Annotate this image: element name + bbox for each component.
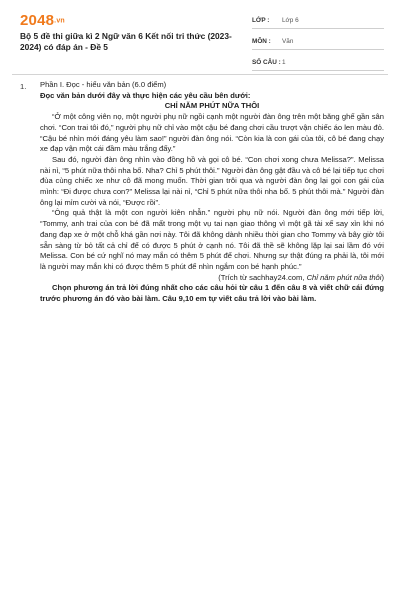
meta-value: Văn [282, 37, 294, 45]
section-heading: Phần I. Đọc - hiểu văn bản (6.0 điểm) [40, 80, 167, 89]
meta-label: MÔN : [252, 37, 271, 45]
meta-count-row [252, 54, 384, 71]
question-number: 1. [20, 82, 27, 91]
story-paragraph: “Ở một công viên nọ, một người phụ nữ ngồi cạnh một người đàn ông trên một băng ghế gần sân chơi. “Con trai tôi đó,” người phụ nữ chỉ vào một cậu bé đang chơi cầu trượt vận chiếc áo len màu đỏ. “Cậu bé nhìn mới đáng yêu làm sao!” người đàn ông nói. “Còn kia là con gái của tôi, cô bé đang chạy xe đạp vận một cái đầm màu trắng đấy.” [40, 112, 384, 154]
meta-label: SỐ CÂU : [252, 58, 281, 66]
meta-fields [252, 12, 384, 75]
citation: (Trích từ sachhay24.com, Chỉ năm phút nữa thôi) [218, 272, 384, 282]
question-body [40, 80, 384, 305]
page-title: Bộ 5 đề thi giữa kì 2 Ngữ văn 6 Kết nối tri thức (2023-2024) có đáp án - Đề 5 [20, 31, 232, 52]
meta-value: 1 [282, 58, 286, 66]
site-logo[interactable]: 2048.vn [20, 12, 65, 29]
task-instruction: Chọn phương án trả lời đúng nhất cho các câu hỏi từ câu 1 đến câu 8 và viết chữ cái đứng trước phương án đó vào bài làm. Câu 9,10 em tự viết câu trả lời vào bài làm. [40, 283, 384, 304]
meta-label: LỚP : [252, 16, 270, 24]
story-paragraph: “Ông quả thật là một con người kiên nhẫn.” người phụ nữ nói. Người đàn ông mới tiếp lời, “Tommy, anh trai của con bé đã mất trong một vụ tai nạn giao thông vì một gã tài xế say xỉn khi nó đang đạp xe ở một chỗ khá gần nơi này. Tôi đã không dành nhiều thời gian cho Tommy và bây giờ tôi sẵn sàng từ bỏ tất cả chỉ để có được 5 phút ở cạnh nó. Tôi đã thề sẽ không lặp lại sai lầm đó với Melissa. Con bé cứ nghĩ nó may mắn có thêm 5 phút để chơi. Nhưng sự thật đúng ra phải là, tôi mới là người may mắn khi có được thêm 5 phút để nhìn ngắm con bé hạnh phúc.” [40, 208, 384, 271]
meta-subject-row [252, 33, 384, 50]
story-title: CHỈ NĂM PHÚT NỮA THÔI [164, 101, 260, 111]
header-divider [12, 74, 388, 75]
story-paragraph: Sau đó, người đàn ông nhìn vào đồng hồ và gọi cô bé. “Con chơi xong chưa Melissa?”. Melissa nài nỉ, “5 phút nữa thôi nha bố. Nha? Chỉ 5 phút thôi.” Người đàn ông gật đầu và cô bé lại tiếp tục chơi đùa cùng chiếc xe như cô đã mong muốn. Thời gian trôi qua và người đàn ông lại gọi con gái của mình: “Đi được chưa con?” Melissa lại nài nỉ, “Chỉ 5 phút nữa thôi nha bố. 5 phút thôi mà.” Người đàn ông lại mỉm cười và nói, “Được rồi”. [40, 154, 384, 207]
instruction-text: Đọc văn bản dưới đây và thực hiện các yêu cầu bên dưới: [40, 90, 251, 100]
meta-value: Lớp 6 [282, 16, 299, 24]
page-header [0, 0, 400, 64]
meta-class-row [252, 12, 384, 29]
